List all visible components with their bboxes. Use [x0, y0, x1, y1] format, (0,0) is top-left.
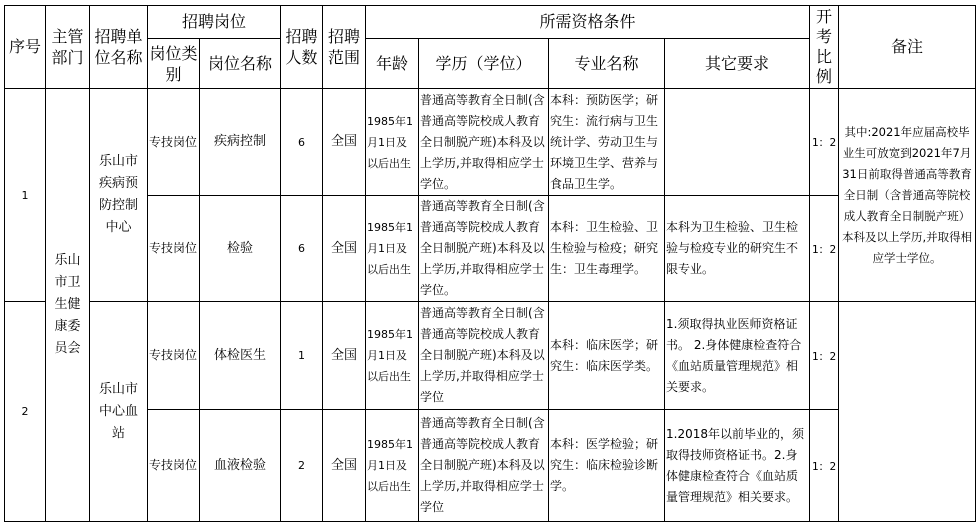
position-type-cell: 专技岗位 — [148, 196, 200, 302]
education-cell: 普通高等教育全日制(含普通高等院校成人教育全日制脱产班)本科及以上学历,并取得相应学士学位 — [419, 302, 549, 410]
count-cell: 1 — [281, 302, 323, 410]
table-row — [5, 302, 976, 410]
scope-cell: 全国 — [323, 89, 366, 196]
header-education: 学历（学位） — [419, 39, 549, 89]
other-cell: 1.须取得执业医师资格证书。 2.身体健康检查符合《血站质量管理规范》相关要求。 — [665, 302, 810, 410]
position-name-cell: 血液检验 — [200, 410, 281, 522]
unit-name-cell: 乐山市中心血站 — [90, 302, 148, 522]
remark-cell — [839, 302, 976, 522]
position-name-cell: 体检医生 — [200, 302, 281, 410]
header-age: 年龄 — [366, 39, 419, 89]
header-row-1 — [5, 6, 976, 39]
major-cell: 本科：临床医学；研究生：临床医学类。 — [549, 302, 665, 410]
department-cell: 乐山市卫生健康委员会 — [46, 89, 90, 522]
major-cell: 本科：预防医学；研究生：流行病与卫生统计学、劳动卫生与环境卫生学、营养与食品卫生学。 — [549, 89, 665, 196]
position-name-cell: 疾病控制 — [200, 89, 281, 196]
unit-name-cell: 乐山市疾病预防控制中心 — [90, 89, 148, 302]
ratio-cell: 1：2 — [810, 410, 839, 522]
header-position-group: 招聘岗位 — [148, 6, 281, 39]
seq-cell: 2 — [5, 302, 46, 522]
position-name-cell: 检验 — [200, 196, 281, 302]
other-cell: 1.2018年以前毕业的，须取得技师资格证书。2.身体健康检查符合《血站质量管理规范》相关要求。 — [665, 410, 810, 522]
ratio-cell: 1：2 — [810, 302, 839, 410]
table-row — [5, 410, 976, 522]
count-cell: 6 — [281, 196, 323, 302]
header-seq: 序号 — [5, 6, 46, 89]
major-cell: 本科：卫生检验、卫生检验与检疫；研究生：卫生毒理学。 — [549, 196, 665, 302]
education-cell: 普通高等教育全日制(含普通高等院校成人教育全日制脱产班)本科及以上学历,并取得相应学士学位。 — [419, 89, 549, 196]
age-cell: 1985年1月1日及以后出生 — [366, 410, 419, 522]
other-cell: 本科为卫生检验、卫生检验与检疫专业的研究生不限专业。 — [665, 196, 810, 302]
education-cell: 普通高等教育全日制(含普通高等院校成人教育全日制脱产班)本科及以上学历,并取得相应学士学位。 — [419, 196, 549, 302]
header-unit: 招聘单位名称 — [90, 6, 148, 89]
age-cell: 1985年1月1日及以后出生 — [366, 302, 419, 410]
position-type-cell: 专技岗位 — [148, 410, 200, 522]
age-cell: 1985年1月1日及以后出生 — [366, 89, 419, 196]
recruitment-table — [4, 5, 976, 522]
header-position-name: 岗位名称 — [200, 39, 281, 89]
scope-cell: 全国 — [323, 410, 366, 522]
scope-cell: 全国 — [323, 302, 366, 410]
major-cell: 本科：医学检验；研究生：临床检验诊断学。 — [549, 410, 665, 522]
header-other: 其它要求 — [665, 39, 810, 89]
header-count: 招聘人数 — [281, 6, 323, 89]
table-row — [5, 89, 976, 196]
seq-cell: 1 — [5, 89, 46, 302]
position-type-cell: 专技岗位 — [148, 302, 200, 410]
table-row — [5, 196, 976, 302]
count-cell: 2 — [281, 410, 323, 522]
header-scope: 招聘范围 — [323, 6, 366, 89]
scope-cell: 全国 — [323, 196, 366, 302]
header-ratio: 开考比例 — [810, 6, 839, 89]
education-cell: 普通高等教育全日制(含普通高等院校成人教育全日制脱产班)本科及以上学历,并取得相应学士学位 — [419, 410, 549, 522]
ratio-cell: 1：2 — [810, 89, 839, 196]
age-cell: 1985年1月1日及以后出生 — [366, 196, 419, 302]
ratio-cell: 1：2 — [810, 196, 839, 302]
position-type-cell: 专技岗位 — [148, 89, 200, 196]
other-cell — [665, 89, 810, 196]
header-remark: 备注 — [839, 6, 976, 89]
header-qualification-group: 所需资格条件 — [366, 6, 810, 39]
header-major: 专业名称 — [549, 39, 665, 89]
header-dept: 主管部门 — [46, 6, 90, 89]
header-position-type: 岗位类别 — [148, 39, 200, 89]
count-cell: 6 — [281, 89, 323, 196]
remark-cell: 其中:2021年应届高校毕业生可放宽到2021年7月31日前取得普通高等教育全日制（含普通高等院校成人教育全日制脱产班）本科及以上学历,并取得相应学士学位。 — [839, 89, 976, 302]
